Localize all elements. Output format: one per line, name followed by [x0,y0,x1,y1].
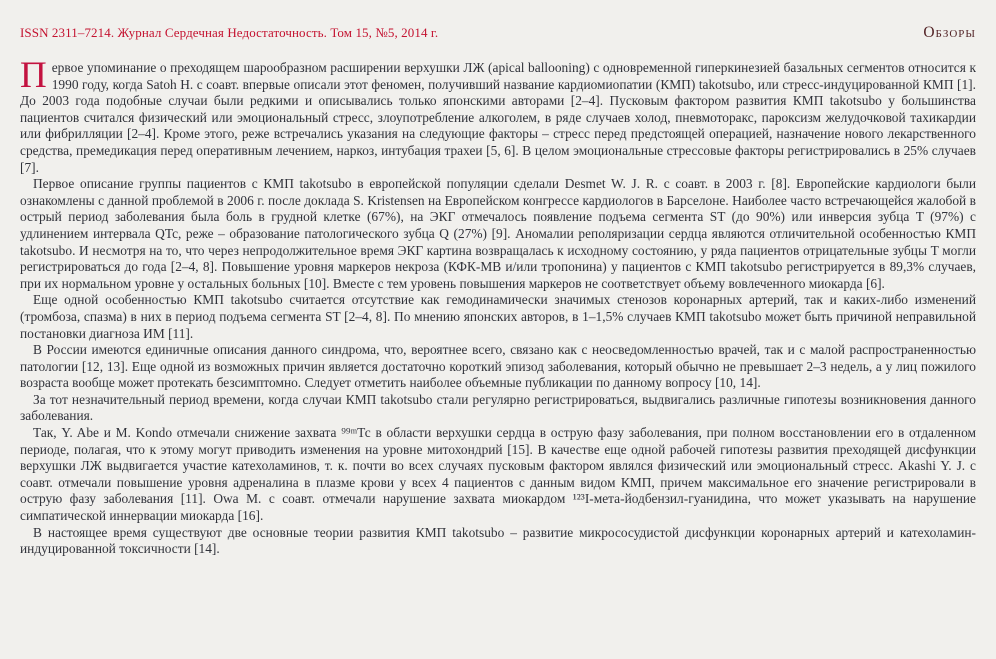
paragraph-intro [20,55,976,176]
paragraph: Еще одной особенностью КМП takotsubo считается отсутствие как гемодинамически значимых стенозов коронарных артерий, так и каких-либо изменений (тромбоза, спазма) в них в период подъема сегмента ST [2–4, 8]. По мнению японских авторов, в 1–1,5% случаев КМП takotsubo может быть причиной неправильной постановки диагноза ИМ [11]. [20,292,976,341]
article-body [20,55,976,558]
paragraph: За тот незначительный период времени, когда случаи КМП takotsubo стали регулярно регистрироваться, выдвигались различные гипотезы возникновения данного заболевания. [20,391,976,424]
journal-page [20,0,976,558]
paragraph: В настоящее время существуют две основные теории развития КМП takotsubo – развитие микрососудистой дисфункции коронарных артерий и катехоламин-индуцированной токсичности [14]. [20,524,976,557]
section-label: Обзоры [923,24,976,41]
paragraph: В России имеются единичные описания данного синдрома, что, вероятнее всего, связано как с неосведомленностью врачей, так и с малой распространенностью патологии [12, 13]. Еще одной из возможных причин является достаточно короткий эпизод заболевания, который обычно не превышает 2–3 недель, а у лиц пожилого возраста вообще может протекать безсимптомно. Следует отметить наиболее объемные публикации по данному вопросу [10, 14]. [20,342,976,391]
issn-journal-line: ISSN 2311–7214. Журнал Сердечная Недостаточность. Том 15, №5, 2014 г. [20,25,439,40]
paragraph: Первое описание группы пациентов с КМП takotsubo в европейской популяции сделали Desmet W. J. R. с соавт. в 2003 г. [8]. Европейские кардиологи были ознакомлены с данной проблемой в 2006 г. после доклада S. Kristensen на Европейском конгрессе кардиологов в Барселоне. Наиболее часто встречающейся жалобой в острый период заболевания была боль в грудной клетке (67%), на ЭКГ отмечалось появление подъема сегмента ST (до 90%) или инверсия зубца T (97%) с удлинением интервала QTc, реже – образование патологического зубца Q (27%) [9]. Аномалии реполяризации сердца являются отличительной особенностью КМП takotsubo. И несмотря на то, что через непродолжительное время ЭКГ картина возвращалась к исходному состоянию, у ряда пациентов отрицательные зубцы T могли регистрироваться до года [2–4, 8]. Повышение уровня маркеров некроза (КФК-МВ и/или тропонина) у пациентов с КМП takotsubo регистрируется в 89,3% случаев, при их нормальном уровне у остальных больных [10]. Вместе с тем уровень повышения маркеров не соответствует объему вовлеченного миокарда [6]. [20,176,976,291]
paragraph: Так, Y. Abe и M. Kondo отмечали снижение захвата ⁹⁹ᵐТс в области верхушки сердца в острую фазу заболевания, при полном восстановлении его в отдаленном периоде, полагая, что к этому могут приводить изменения на уровне митохондрий [15]. В качестве еще одной рабочей гипотезы развития преходящей дисфункции верхушки ЛЖ выдвигается участие катехоламинов, т. к. почти во всех случаях пусковым фактором являлся физический или эмоциональный стресс. Akashi Y. J. с соавт. отмечали повышение уровня адреналина в плазме крови у всех 4 пациентов с данным видом КМП, причем максимальное его значение регистрировали в острую фазу заболевания [11]. Owa M. с соавт. отмечали нарушение захвата миокардом ¹²³I-мета-йодбензил-гуанидина, что может указывать на нарушение симпатической иннервации миокарда [16]. [20,425,976,524]
page-header [20,24,976,42]
paragraph-text: ервое упоминание о преходящем шарообразном расширении верхушки ЛЖ (apical ballooning) с одновременной гиперкинезией базальных сегментов относится к 1990 году, когда Satoh H. с соавт. впервые описали этот феномен, получивший название кардиомиопатии (КМП) takotsubo, или стресс-индуцированной КМП [1]. До 2003 года подобные случаи были редкими и описывались только японскими авторами [2–4]. Пусковым фактором развития КМП takotsubo у большинства пациентов считался физический или эмоциональный стресс, злоупотребление алкоголем, в ряде случаев холод, пневмоторакс, пароксизм желудочковой тахикардии или фибрилляции [2–4]. Кроме этого, реже встречались указания на следующие факторы – стресс перед предстоящей операцией, назначение нового лекарственного средства, премедикация перед оперативным лечением, наркоз, интубация трахеи [5, 6]. В целом эмоциональные стрессовые факторы регистрировались в 25% случаев [7]. [20,60,976,175]
drop-cap-letter: П [20,55,47,96]
